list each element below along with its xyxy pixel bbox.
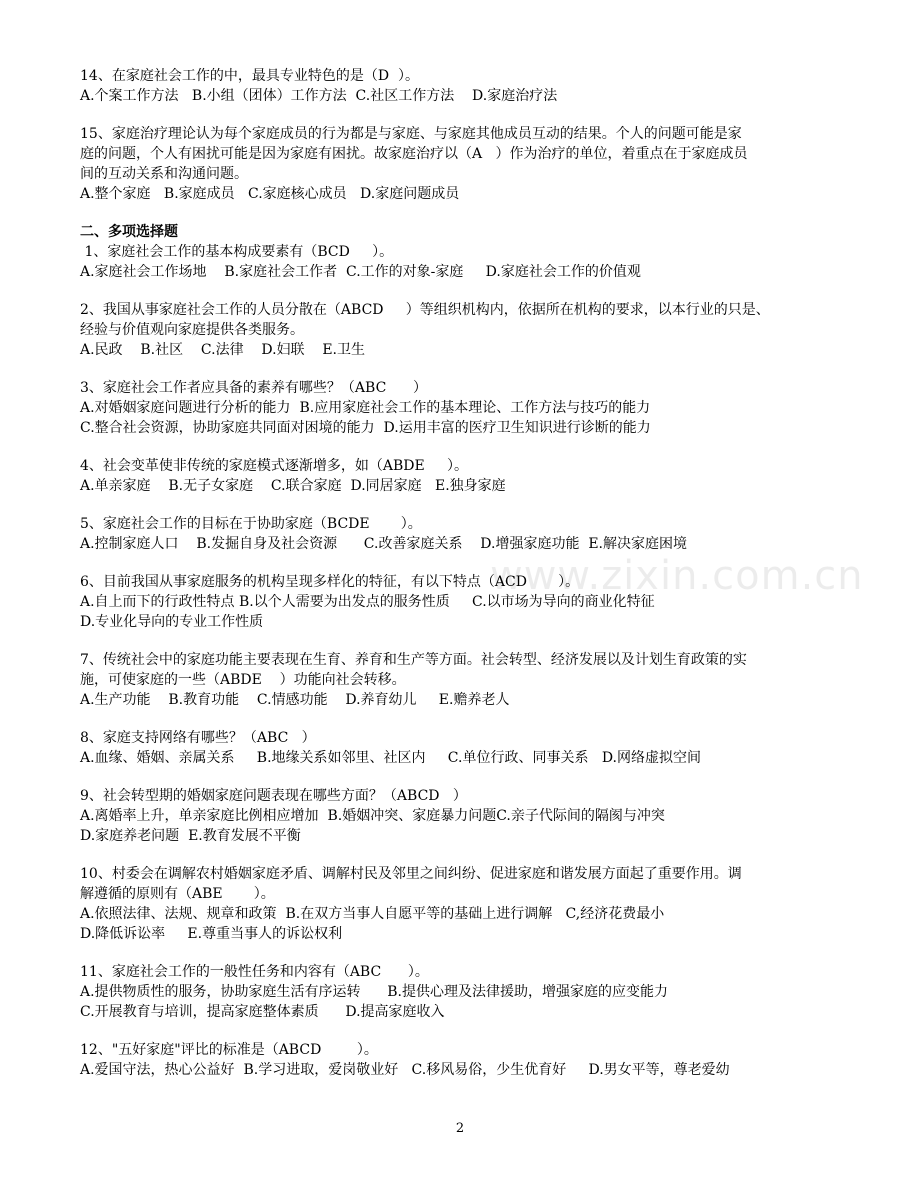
question-line: 4、社会变革使非传统的家庭模式逐渐增多，如（ABDE ）。: [80, 458, 468, 474]
question-line: 8、家庭支持网络有哪些？（ABC ）: [80, 730, 316, 746]
question-line: 5、家庭社会工作的目标在于协助家庭（BCDE ）。: [80, 516, 422, 532]
question-m7: [80, 650, 850, 710]
question-line: 7、传统社会中的家庭功能主要表现在生育、养育和生产等方面。社会转型、经济发展以及计划生育政策的实: [80, 652, 747, 668]
options-line: C.开展教育与培训，提高家庭整体素质 D.提高家庭收入: [80, 1004, 445, 1020]
question-m10: [80, 864, 850, 944]
question-m9: [80, 786, 850, 846]
question-line: 6、目前我国从事家庭服务的机构呈现多样化的特征，有以下特点（ACD ）。: [80, 574, 580, 590]
question-m5: [80, 514, 850, 554]
watermark: www.zixin.com.cn: [490, 553, 864, 599]
options-line: A.民政 B.社区 C.法律 D.妇联 E.卫生: [80, 342, 366, 358]
question-m11: [80, 962, 850, 1022]
question-line: 1、家庭社会工作的基本构成要素有（BCD ）。: [80, 244, 394, 260]
question-m6: [80, 572, 850, 632]
options-line: A.整个家庭 B.家庭成员 C.家庭核心成员 D.家庭问题成员: [80, 186, 460, 202]
question-line: 9、社会转型期的婚姻家庭问题表现在哪些方面？（ABCD ）: [80, 788, 467, 804]
question-line: 施，可使家庭的一些（ABDE ）功能向社会转移。: [80, 672, 406, 688]
document-page: [80, 66, 850, 1098]
question-line: 解遵循的原则有（ABE ）。: [80, 886, 275, 902]
options-line: D.降低诉讼率 E.尊重当事人的诉讼权利: [80, 926, 343, 942]
question-m8: [80, 728, 850, 768]
options-line: A.自上而下的行政性特点 B.以个人需要为出发点的服务性质 C.以市场为导向的商业化特征: [80, 594, 655, 610]
options-line: C.整合社会资源，协助家庭共同面对困境的能力 D.运用丰富的医疗卫生知识进行诊断的能力: [80, 420, 651, 436]
options-line: A.对婚姻家庭问题进行分析的能力 B.应用家庭社会工作的基本理论、工作方法与技巧的能力: [80, 400, 651, 416]
options-line: A.控制家庭人口 B.发掘自身及社会资源 C.改善家庭关系 D.增强家庭功能 E.解决家庭困境: [80, 536, 688, 552]
question-line: 14、在家庭社会工作的中，最具专业特色的是（D ）。: [80, 68, 419, 84]
question-line: 11、家庭社会工作的一般性任务和内容有（ABC ）。: [80, 964, 429, 980]
options-line: A.生产功能 B.教育功能 C.情感功能 D.养育幼儿 E.赡养老人: [80, 692, 510, 708]
section-title: 二、多项选择题: [80, 224, 178, 240]
question-line: 庭的问题，个人有困扰可能是因为家庭有困扰。故家庭治疗以（A ）作为治疗的单位，着重点在于家庭成员: [80, 146, 748, 162]
question-m1: [80, 242, 850, 282]
page-number: 2: [455, 1121, 465, 1136]
question-m12: [80, 1040, 850, 1080]
question-14: [80, 66, 850, 106]
question-15: [80, 124, 850, 204]
options-line: D.专业化导向的专业工作性质: [80, 614, 264, 630]
question-m4: [80, 456, 850, 496]
question-line: 3、家庭社会工作者应具备的素养有哪些？（ABC ）: [80, 380, 427, 396]
question-line: 10、村委会在调解农村婚姻家庭矛盾、调解村民及邻里之间纠纷、促进家庭和谐发展方面起了重要作用。调: [80, 866, 742, 882]
options-line: D.家庭养老问题 E.教育发展不平衡: [80, 828, 301, 844]
question-line: 15、家庭治疗理论认为每个家庭成员的行为都是与家庭、与家庭其他成员互动的结果。个人的问题可能是家: [80, 126, 742, 142]
options-line: A.家庭社会工作场地 B.家庭社会工作者 C.工作的对象-家庭 D.家庭社会工作的价值观: [80, 264, 641, 280]
options-line: A.个案工作方法 B.小组（团体）工作方法 C.社区工作方法 D.家庭治疗法: [80, 88, 558, 104]
question-line: 12、"五好家庭"评比的标准是（ABCD ）。: [80, 1042, 378, 1058]
question-line: 间的互动关系和沟通问题。: [80, 166, 248, 182]
question-m2: [80, 300, 850, 360]
options-line: A.单亲家庭 B.无子女家庭 C.联合家庭 D.同居家庭 E.独身家庭: [80, 478, 506, 494]
options-line: A.爱国守法，热心公益好 B.学习进取，爱岗敬业好 C.移风易俗，少生优育好 D.男女平等，尊老爱幼: [80, 1062, 730, 1078]
options-line: A.提供物质性的服务，协助家庭生活有序运转 B.提供心理及法律援助，增强家庭的应变能力: [80, 984, 668, 1000]
question-line: 2、我国从事家庭社会工作的人员分散在（ABCD ）等组织机构内，依据所在机构的要求，以本行业的只是、: [80, 302, 770, 318]
question-m3: [80, 378, 850, 438]
options-line: A.血缘、婚姻、亲属关系 B.地缘关系如邻里、社区内 C.单位行政、同事关系 D.网络虚拟空间: [80, 750, 701, 766]
options-line: A.依照法律、法规、规章和政策 B.在双方当事人自愿平等的基础上进行调解 C,经济花费最小: [80, 906, 665, 922]
question-line: 经验与价值观向家庭提供各类服务。: [80, 322, 304, 338]
options-line: A.离婚率上升，单亲家庭比例相应增加 B.婚姻冲突、家庭暴力问题C.亲子代际间的隔阂与冲突: [80, 808, 665, 824]
